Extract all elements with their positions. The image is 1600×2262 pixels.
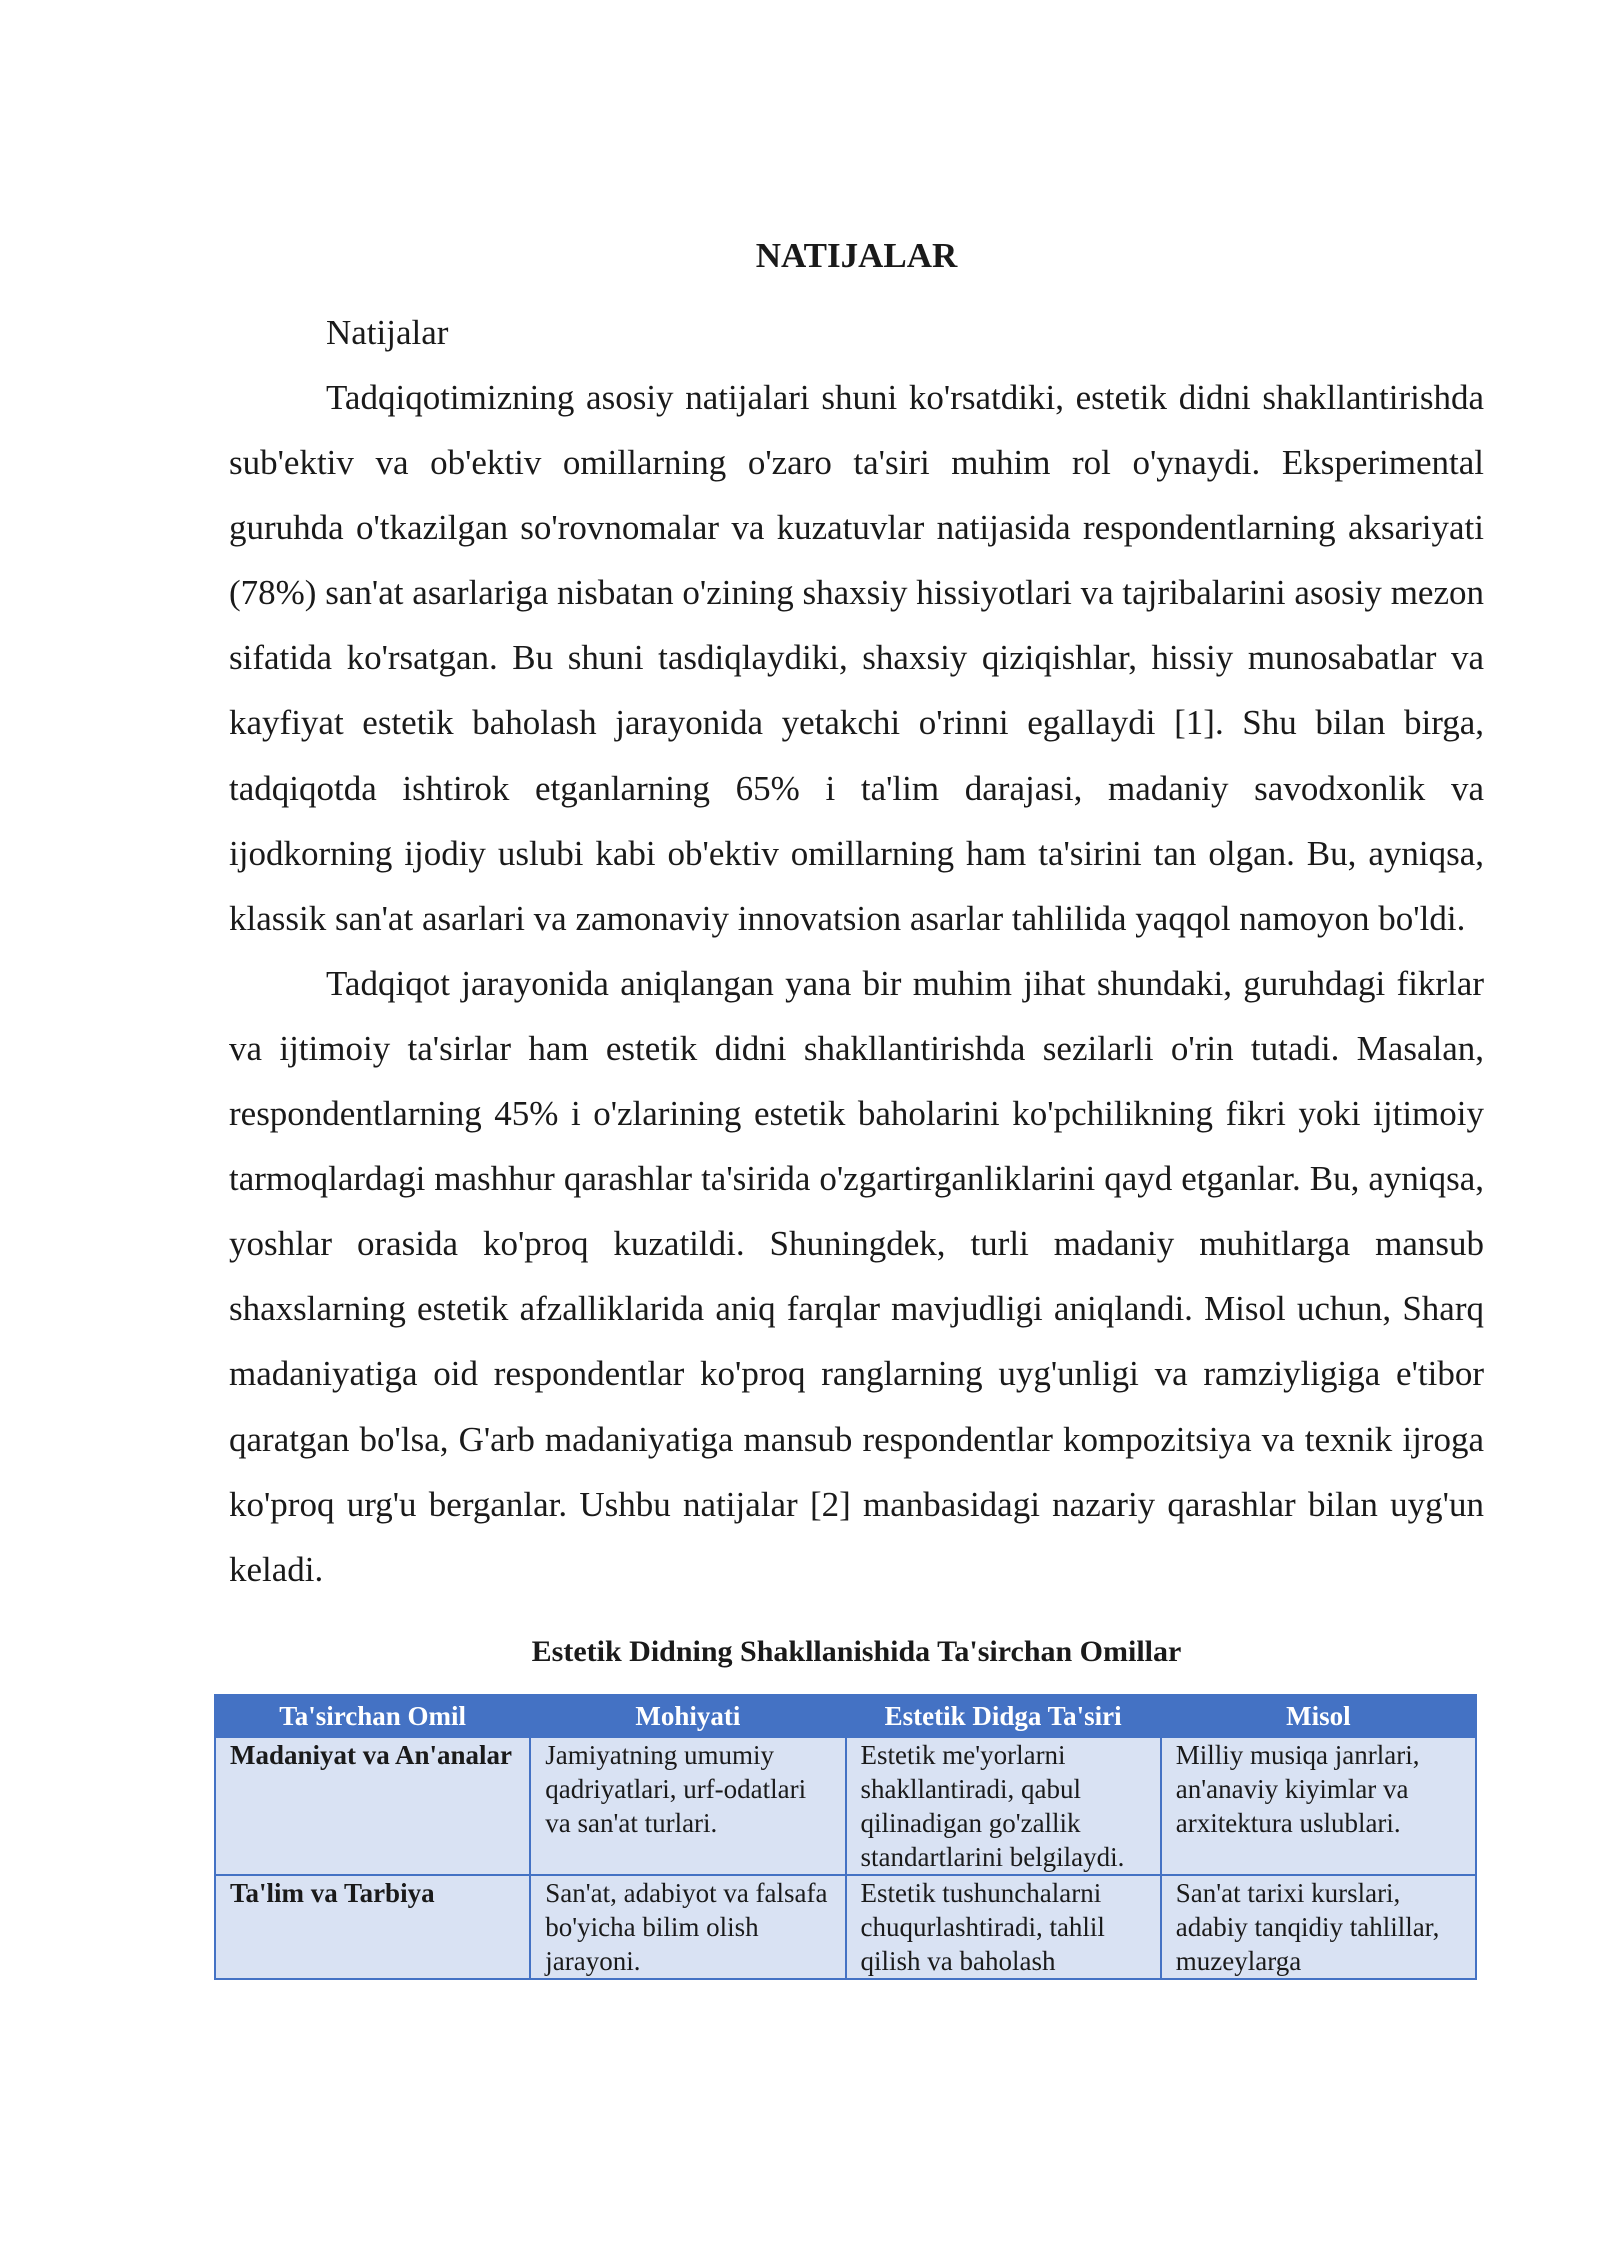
paragraph-2: Tadqiqot jarayonida aniqlangan yana bir muhim jihat shundaki, guruhdagi fikrlar va ijtimoiy ta'sirlar ham estetik didni shakllantirishda sezilarli o'rin tutadi. Masalan, respondentlarning 45% i o'zlarining estetik baholarini ko'pchilikning fikri yoki ijtimoiy tarmoqlardagi mashhur qarashlar ta'sirida o'zgartirganliklarini qayd etganlar. Bu, ayniqsa, yoshlar orasida ko'proq kuzatildi. Shuningdek, turli madaniy muhitlarga mansub shaxslarning estetik afzalliklarida aniq farqlar mavjudligi aniqlandi. Misol uchun, Sharq madaniyatiga oid respondentlar ko'proq ranglarning uyg'unligi va ramziyligiga e'tibor qaratgan bo'lsa, G'arb madaniyatiga mansub respondentlar kompozitsiya va texnik ijroga ko'proq urg'u berganlar. Ushbu natijalar [2] manbasidagi nazariy qarashlar bilan uyg'un keladi.	[229, 963, 1484, 1589]
column-header-influence: Estetik Didga Ta'siri	[846, 1695, 1161, 1737]
table-cell-essence: Jamiyatning umumiy qadriyatlari, urf-odatlari va san'at turlari.	[530, 1737, 845, 1875]
table-cell-example: San'at tarixi kurslari, adabiy tanqidiy tahlillar, muzeylarga	[1161, 1875, 1476, 1979]
table-header-row	[215, 1695, 1476, 1737]
table-cell-essence: San'at, adabiyot va falsafa bo'yicha bilim olish jarayoni.	[530, 1875, 845, 1979]
table-cell-factor: Madaniyat va An'analar	[215, 1737, 530, 1875]
column-header-essence: Mohiyati	[530, 1695, 845, 1737]
column-header-example: Misol	[1161, 1695, 1476, 1737]
column-header-factor: Ta'sirchan Omil	[215, 1695, 530, 1737]
factors-table	[214, 1694, 1477, 1980]
section-heading: NATIJALAR	[755, 236, 958, 275]
table-cell-influence: Estetik tushunchalarni chuqurlashtiradi, tahlil qilish va baholash	[846, 1875, 1161, 1979]
table-row	[215, 1737, 1476, 1875]
paragraph-1: Tadqiqotimizning asosiy natijalari shuni ko'rsatdiki, estetik didni shakllantirishda sub'ektiv va ob'ektiv omillarning o'zaro ta'siri muhim rol o'ynaydi. Eksperimental guruhda o'tkazilgan so'rovnomalar va kuzatuvlar natijasida respondentlarning aksariyati (78%) san'at asarlariga nisbatan o'zining shaxsiy hissiyotlari va tajribalarini asosiy mezon sifatida ko'rsatgan. Bu shuni tasdiqlaydiki, shaxsiy qiziqishlar, hissiy munosabatlar va kayfiyat estetik baholash jarayonida yetakchi o'rinni egallaydi [1]. Shu bilan birga, tadqiqotda ishtirok etganlarning 65% i ta'lim darajasi, madaniy savodxonlik va ijodkorning ijodiy uslubi kabi ob'ektiv omillarning ham ta'sirini tan olgan. Bu, ayniqsa, klassik san'at asarlari va zamonaviy innovatsion asarlar tahlilida yaqqol namoyon bo'ldi.	[229, 378, 1484, 938]
page-content	[229, 232, 1484, 1980]
table-cell-example: Milliy musiqa janrlari, an'anaviy kiyimlar va arxitektura uslublari.	[1161, 1737, 1476, 1875]
table-row	[215, 1875, 1476, 1979]
table-cell-influence: Estetik me'yorlarni shakllantiradi, qabul qilinadigan go'zallik standartlarini belgilaydi.	[846, 1737, 1161, 1875]
table-caption: Estetik Didning Shakllanishida Ta'sirchan Omillar	[531, 1634, 1182, 1668]
section-subheading: Natijalar	[326, 313, 449, 352]
table-cell-factor: Ta'lim va Tarbiya	[215, 1875, 530, 1979]
